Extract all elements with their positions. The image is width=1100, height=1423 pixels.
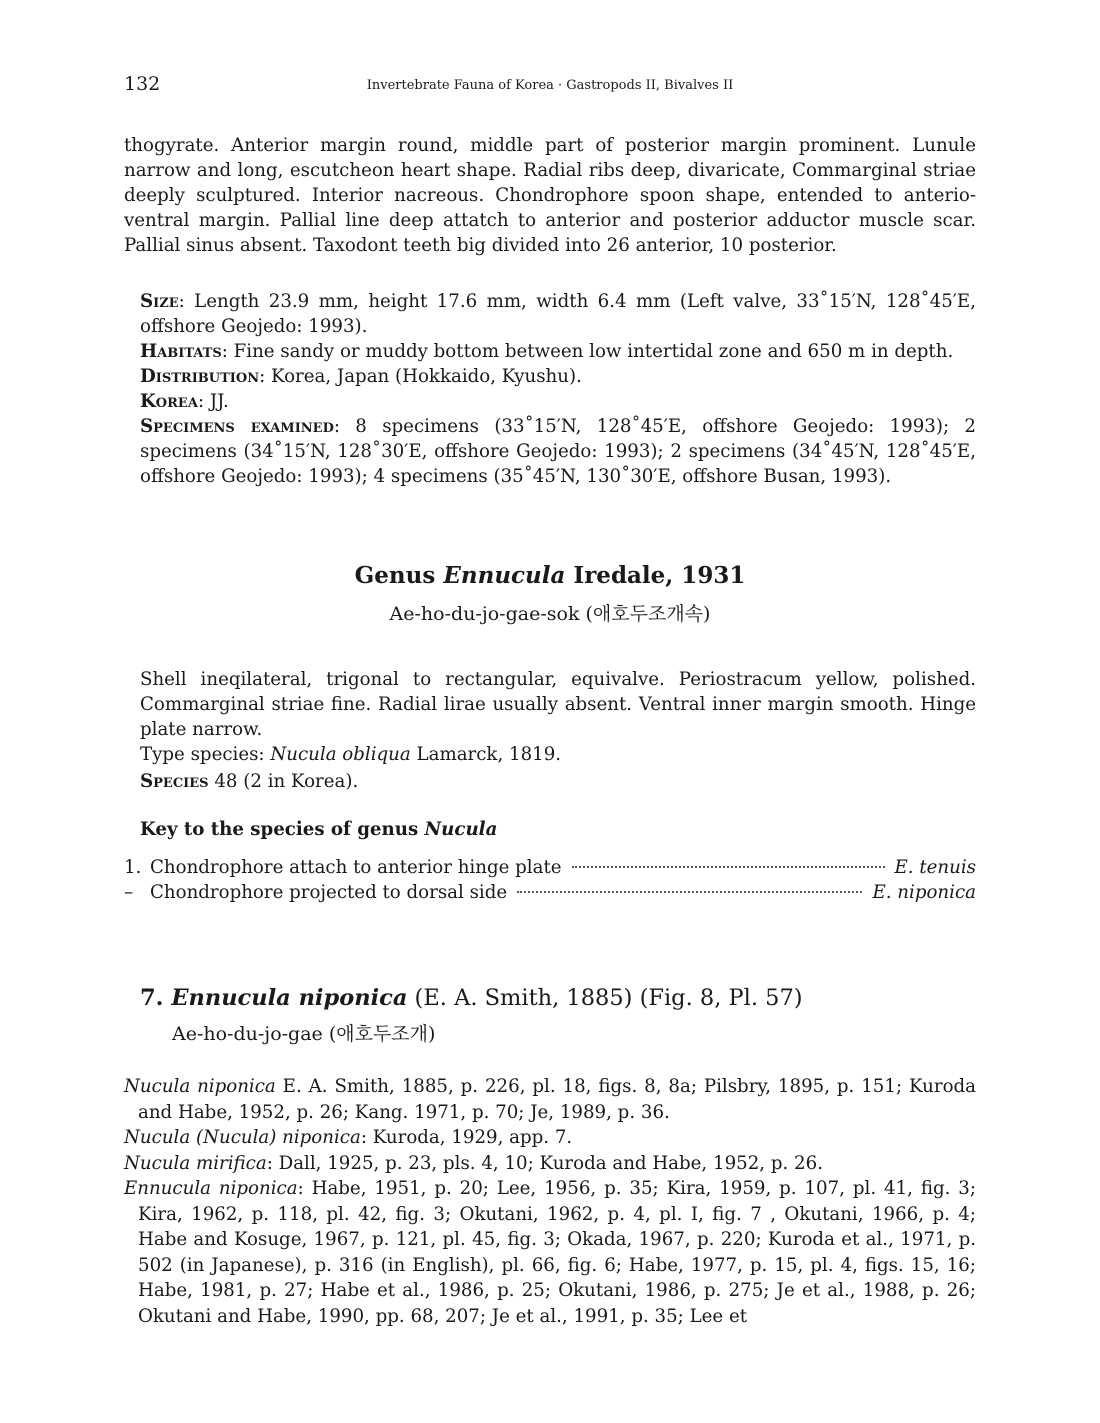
genus-description xyxy=(124,667,976,767)
type-species xyxy=(124,742,976,767)
korea-field xyxy=(124,389,976,414)
type-species-label: Type species: xyxy=(140,744,271,765)
genus-title-prefix: Genus xyxy=(354,562,444,589)
species-authority: (E. A. Smith, 1885) (Fig. 8, Pl. 57) xyxy=(407,985,803,1011)
species-title xyxy=(140,985,803,1011)
key-row-text: Chondrophore projected to dorsal side xyxy=(150,882,508,903)
distribution-field xyxy=(124,364,976,389)
synonym-refs: : Habe, 1951, p. 20; Lee, 1956, p. 35; Kira, 1959, p. 107, pl. 41, fig. 3; Kira, 1962, p. 118, pl. 42, fig. 3; Okutani, 1962, p. 4, pl. I, fig. 7 , Okutani, 1966, p. 4; Habe and Kosuge, 1967, p. 121, pl. 45, fig. 3; Okada, 1967, p. 220; Kuroda et al., 1971, p. 502 (in Japanese), p. 316 (in English), pl. 66, fig. 6; Habe, 1977, p. 15, pl. 4, figs. 15, 16; Habe, 1981, p. 27; Habe et al., 1986, p. 25; Okutani, 1986, p. 275; Je et al., 1988, p. 26; Okutani and Habe, 1990, pp. 68, 207; Je et al., 1991, p. 35; Lee et xyxy=(138,1178,976,1327)
page-number: 132 xyxy=(124,73,161,95)
type-species-authority: Lamarck, 1819. xyxy=(410,744,562,765)
synonym-name: Nucula mirifica xyxy=(124,1152,267,1174)
intro-paragraph xyxy=(124,133,976,258)
key-row-text: Chondrophore attach to anterior hinge plate xyxy=(150,857,562,878)
habitats-label: Habitats xyxy=(140,341,222,362)
key-row-1 xyxy=(124,857,976,878)
habitats-field xyxy=(124,339,976,364)
synonym-entry xyxy=(124,1151,976,1177)
synonym-entry xyxy=(124,1125,976,1151)
synonym-refs: : Dall, 1925, p. 23, pls. 4, 10; Kuroda and Habe, 1952, p. 26. xyxy=(266,1152,823,1174)
key-row-result: E. tenuis xyxy=(894,857,976,878)
distribution-label: Distribution xyxy=(140,366,260,387)
key-row-number: 1. xyxy=(124,857,142,878)
species-name: Ennucula niponica xyxy=(171,985,408,1011)
synonym-name: Nucula (Nucula) niponica xyxy=(124,1127,361,1148)
key-leader-dots xyxy=(572,866,885,868)
genus-title-authority: Iredale, 1931 xyxy=(565,562,746,589)
synonym-refs: E. A. Smith, 1885, p. 226, pl. 18, figs. 8, 8a; Pilsbry, 1895, p. 151; Kuroda and Habe, 1952, p. 26; Kang. 1971, p. 70; Je, 1989, p. 36. xyxy=(138,1076,977,1123)
key-row-2 xyxy=(124,882,976,903)
synonym-entry xyxy=(124,1074,976,1125)
distribution-text: : Korea, Japan (Hokkaido, Kyushu). xyxy=(259,366,582,387)
synonym-refs: : Kuroda, 1929, app. 7. xyxy=(360,1127,573,1148)
key-title-text: Key to the species of genus xyxy=(140,819,425,840)
key-title-genus: Nucula xyxy=(424,819,498,840)
size-label: Size xyxy=(140,291,179,312)
running-title: Invertebrate Fauna of Korea · Gastropods II, Bivalves II xyxy=(366,78,734,93)
species-count-text: 48 (2 in Korea). xyxy=(208,771,359,792)
genus-title xyxy=(0,562,1100,589)
species-count-label: Species xyxy=(140,771,209,792)
size-text: : Length 23.9 mm, height 17.6 mm, width 6.4 mm (Left valve, 33˚15′N, 128˚45′E, offshore Geojedo: 1993). xyxy=(140,291,976,337)
species-count xyxy=(124,769,976,794)
intro-text: thogyrate. Anterior margin round, middle part of posterior margin prominent. Lunule narrow and long, escutcheon heart shape. Radial ribs deep, divaricate, Commarginal striae deeply sculptured. Interior nacreous. Chondrophore spoon shape, entended to anterio-ventral margin. Pallial line deep attatch to anterior and posterior adductor muscle scar. Pallial sinus absent. Taxodont teeth big divided into 26 anterior, 10 posterior. xyxy=(124,135,976,256)
genus-subtitle: Ae-ho-du-jo-gae-sok (애호두조개속) xyxy=(389,603,711,625)
key-title xyxy=(124,817,976,842)
species-number: 7. xyxy=(140,985,172,1011)
species-korean-name: Ae-ho-du-jo-gae (애호두조개) xyxy=(172,1023,436,1045)
specimens-text: : 8 specimens (33˚15′N, 128˚45′E, offshore Geojedo: 1993); 2 specimens (34˚15′N, 128˚30′E, offshore Geojedo: 1993); 2 specimens (34˚45′N, 128˚45′E, offshore Geojedo: 1993); 4 specimens (35˚45′N, 130˚30′E, offshore Busan, 1993). xyxy=(140,416,976,487)
synonymy-list xyxy=(124,1074,976,1329)
synonym-entry xyxy=(124,1176,976,1329)
habitats-text: : Fine sandy or muddy bottom between low intertidal zone and 650 m in depth. xyxy=(221,341,954,362)
key-row-number: – xyxy=(124,882,134,903)
specimens-label: Specimens examined xyxy=(140,416,334,437)
size-field xyxy=(124,289,976,339)
synonym-name: Ennucula niponica xyxy=(124,1178,298,1199)
type-species-name: Nucula obliqua xyxy=(270,744,411,765)
key-row-result: E. niponica xyxy=(872,882,976,903)
key-leader-dots xyxy=(517,891,862,893)
synonym-name: Nucula niponica xyxy=(124,1076,276,1097)
korea-text: : JJ. xyxy=(197,391,229,412)
specimens-field xyxy=(124,414,976,489)
fields-section xyxy=(124,289,976,489)
genus-description-text: Shell ineqilateral, trigonal to rectangular, equivalve. Periostracum yellow, polished. Commarginal striae fine. Radial lirae usually absent. Ventral inner margin smooth. Hinge plate narrow. xyxy=(140,669,976,740)
korea-label: Korea xyxy=(140,391,198,412)
genus-title-name: Ennucula xyxy=(443,562,566,589)
